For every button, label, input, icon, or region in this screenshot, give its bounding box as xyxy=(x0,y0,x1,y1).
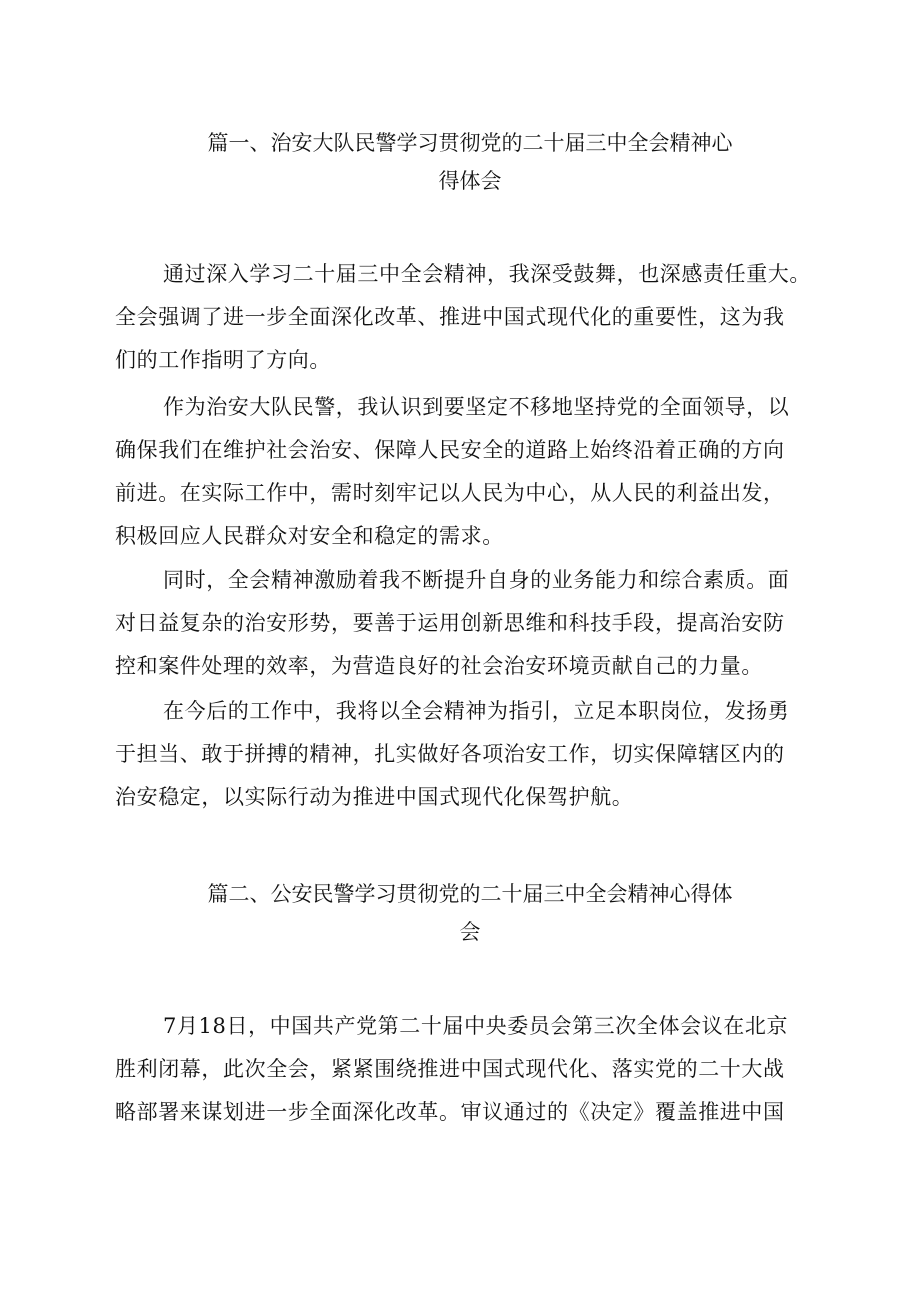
paragraph-line: 们的工作指明了方向。 xyxy=(115,348,331,372)
paragraph-line: 在今后的工作中，我将以全会精神为指引，立足本职岗位，发扬勇 xyxy=(163,699,790,723)
paragraph-line: 积极回应人民群众对安全和稳定的需求。 xyxy=(115,524,504,548)
paragraph-line: 治安稳定，以实际行动为推进中国式现代化保驾护航。 xyxy=(115,785,634,809)
paragraph-line: 通过深入学习二十届三中全会精神，我深受鼓舞，也深感责任重大。 xyxy=(163,262,811,286)
paragraph-line: 略部署来谋划进一步全面深化改革。审议通过的《决定》覆盖推进中国 xyxy=(115,1100,785,1124)
section-1-paragraph-3 xyxy=(115,559,833,688)
paragraph-line: 于担当、敢于拼搏的精神，扎实做好各项治安工作，切实保障辖区内的 xyxy=(115,742,785,766)
paragraph-line: 同时，全会精神激励着我不断提升自身的业务能力和综合素质。面 xyxy=(163,568,790,592)
paragraph-line: 作为治安大队民警，我认识到要坚定不移地坚持党的全面领导，以 xyxy=(163,395,790,419)
paragraph-line: 胜利闭幕，此次全会，紧紧围绕推进中国式现代化、落实党的二十大战 xyxy=(115,1057,785,1081)
section-1-title-line-2: 得体会 xyxy=(438,169,502,193)
section-1-paragraph-2 xyxy=(115,386,833,558)
section-2-paragraph-1 xyxy=(115,1005,833,1134)
section-1-title-line-1: 篇一、治安大队民警学习贯彻党的二十届三中全会精神心 xyxy=(207,131,733,155)
paragraph-line: 全会强调了进一步全面深化改革、推进中国式现代化的重要性，这为我 xyxy=(115,305,785,329)
section-1-paragraph-4 xyxy=(115,690,833,819)
section-2-title xyxy=(110,875,830,951)
section-2-title-line-2: 会 xyxy=(459,920,481,944)
section-2-title-line-1: 篇二、公安民警学习贯彻党的二十届三中全会精神心得体 xyxy=(207,882,733,906)
paragraph-line: 对日益复杂的治安形势，要善于运用创新思维和科技手段，提高治安防 xyxy=(115,611,785,635)
paragraph-line: 确保我们在维护社会治安、保障人民安全的道路上始终沿着正确的方向 xyxy=(115,438,785,462)
paragraph-line: 7月18日，中国共产党第二十届中央委员会第三次全体会议在北京 xyxy=(163,1014,789,1038)
paragraph-line: 控和案件处理的效率，为营造良好的社会治安环境贡献自己的力量。 xyxy=(115,654,763,678)
paragraph-line: 前进。在实际工作中，需时刻牢记以人民为中心，从人民的利益出发， xyxy=(115,481,785,505)
section-1-paragraph-1 xyxy=(115,253,833,382)
section-1-title xyxy=(110,124,830,200)
